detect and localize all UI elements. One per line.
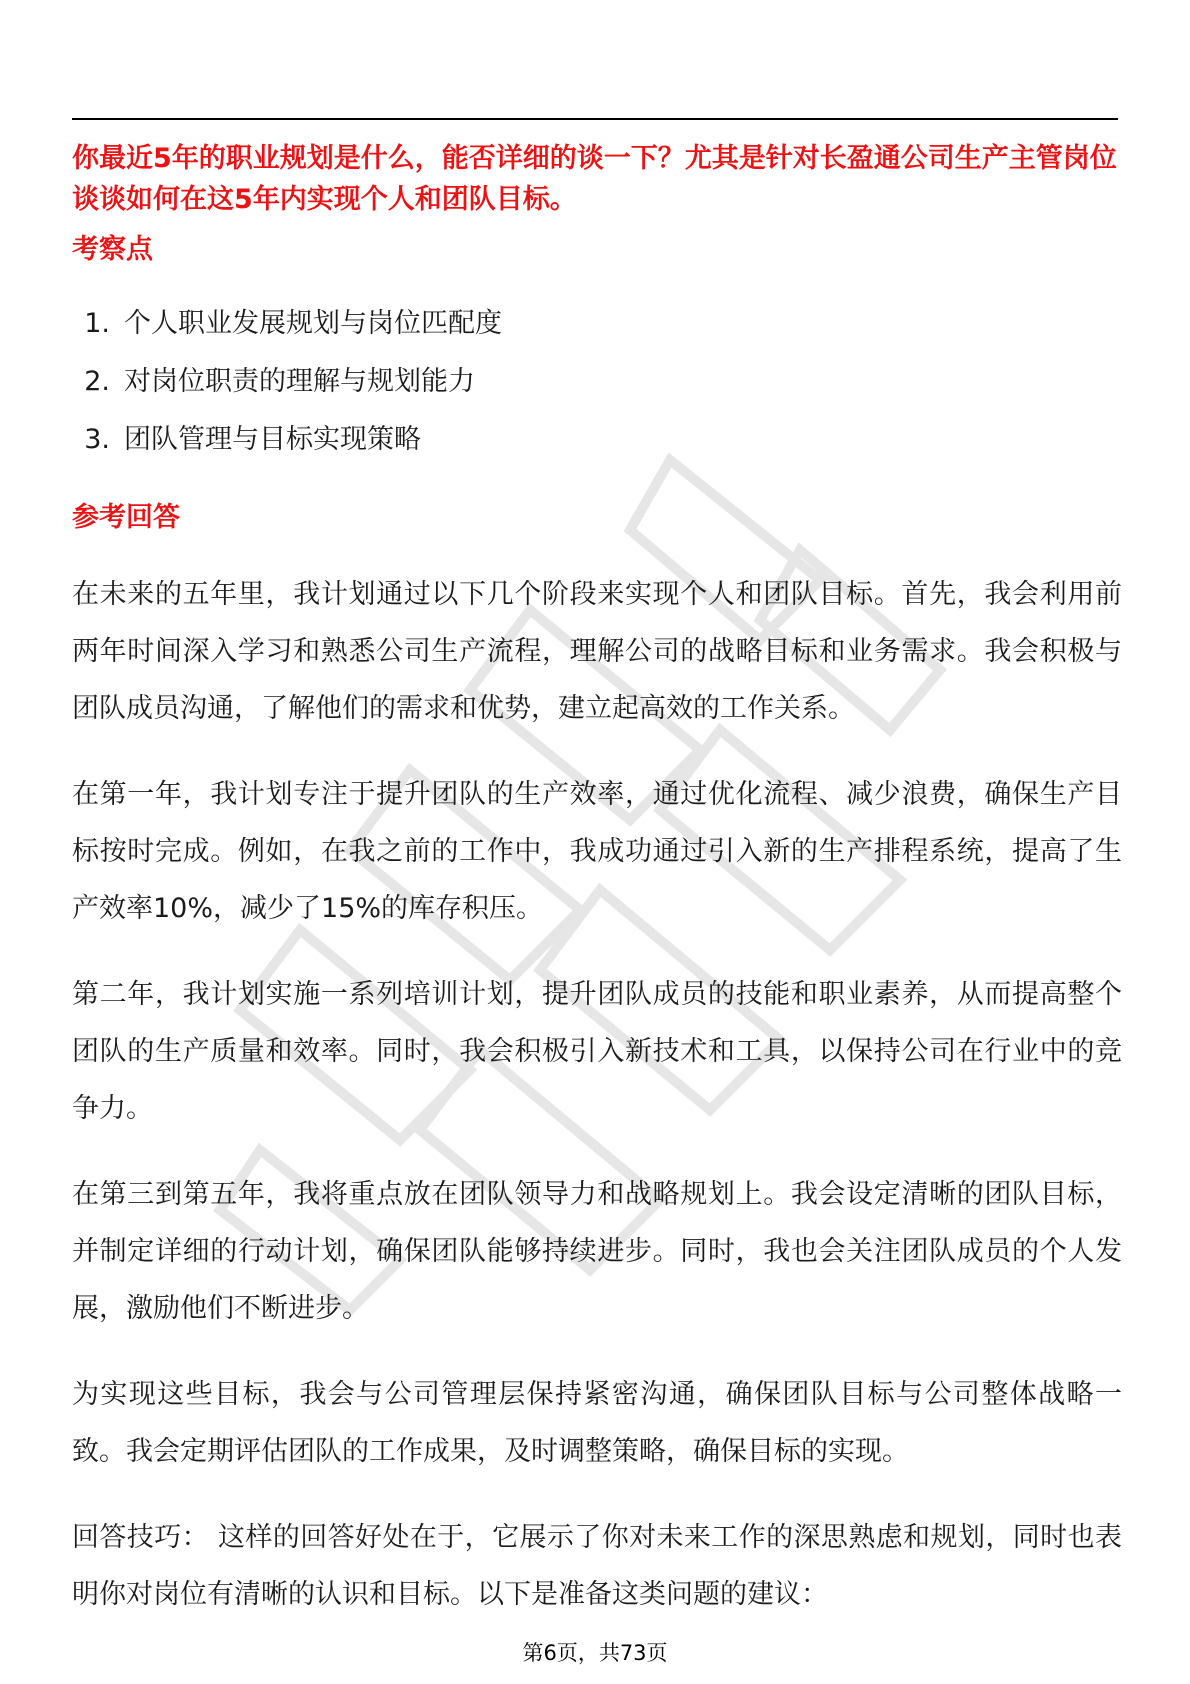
answer-paragraph: 第二年，我计划实施一系列培训计划，提升团队成员的技能和职业素养，从而提高整个团队的生产质量和效率。同时，我会积极引入新技术和工具，以保持公司在行业中的竞争力。: [72, 979, 1122, 1124]
list-item-text: 团队管理与目标实现策略: [124, 424, 421, 455]
list-item-number: 1.: [84, 308, 110, 339]
answer-tips-paragraph: 回答技巧： 这样的回答好处在于，它展示了你对未来工作的深思熟虑和规划，同时也表明你对岗位有清晰的认识和目标。以下是准备这类问题的建议：: [72, 1522, 1122, 1610]
interview-question: 你最近5年的职业规划是什么，能否详细的谈一下？尤其是针对长盈通公司生产主管岗位谈谈如何在这5年内实现个人和团队目标。: [72, 143, 1117, 215]
top-divider: [72, 118, 1118, 120]
list-item-number: 2.: [84, 366, 110, 397]
answer-paragraph: 在第一年，我计划专注于提升团队的生产效率，通过优化流程、减少浪费，确保生产目标按时完成。例如，在我之前的工作中，我成功通过引入新的生产排程系统，提高了生产效率10%，减少了15%的库存积压。: [72, 779, 1122, 924]
answer-heading: 参考回答: [72, 502, 180, 533]
list-item-text: 对岗位职责的理解与规划能力: [124, 366, 475, 397]
answer-paragraph: 在未来的五年里，我计划通过以下几个阶段来实现个人和团队目标。首先，我会利用前两年时间深入学习和熟悉公司生产流程，理解公司的战略目标和业务需求。我会积极与团队成员沟通，了解他们的需求和优势，建立起高效的工作关系。: [72, 579, 1122, 724]
answer-paragraph: 在第三到第五年，我将重点放在团队领导力和战略规划上。我会设定清晰的团队目标，并制定详细的行动计划，确保团队能够持续进步。同时，我也会关注团队成员的个人发展，激励他们不断进步。: [72, 1179, 1122, 1324]
assessment-heading: 考察点: [72, 234, 153, 265]
page-number-footer: 第6页，共73页: [522, 1641, 668, 1665]
list-item: [72, 420, 502, 478]
answer-paragraph: 为实现这些目标，我会与公司管理层保持紧密沟通，确保团队目标与公司整体战略一致。我会定期评估团队的工作成果，及时调整策略，确保目标的实现。: [72, 1379, 1122, 1467]
list-item-text: 个人职业发展规划与岗位匹配度: [124, 308, 502, 339]
list-item-number: 3.: [84, 424, 110, 455]
assessment-points-list: [72, 304, 502, 478]
list-item: [72, 304, 502, 362]
list-item: [72, 362, 502, 420]
